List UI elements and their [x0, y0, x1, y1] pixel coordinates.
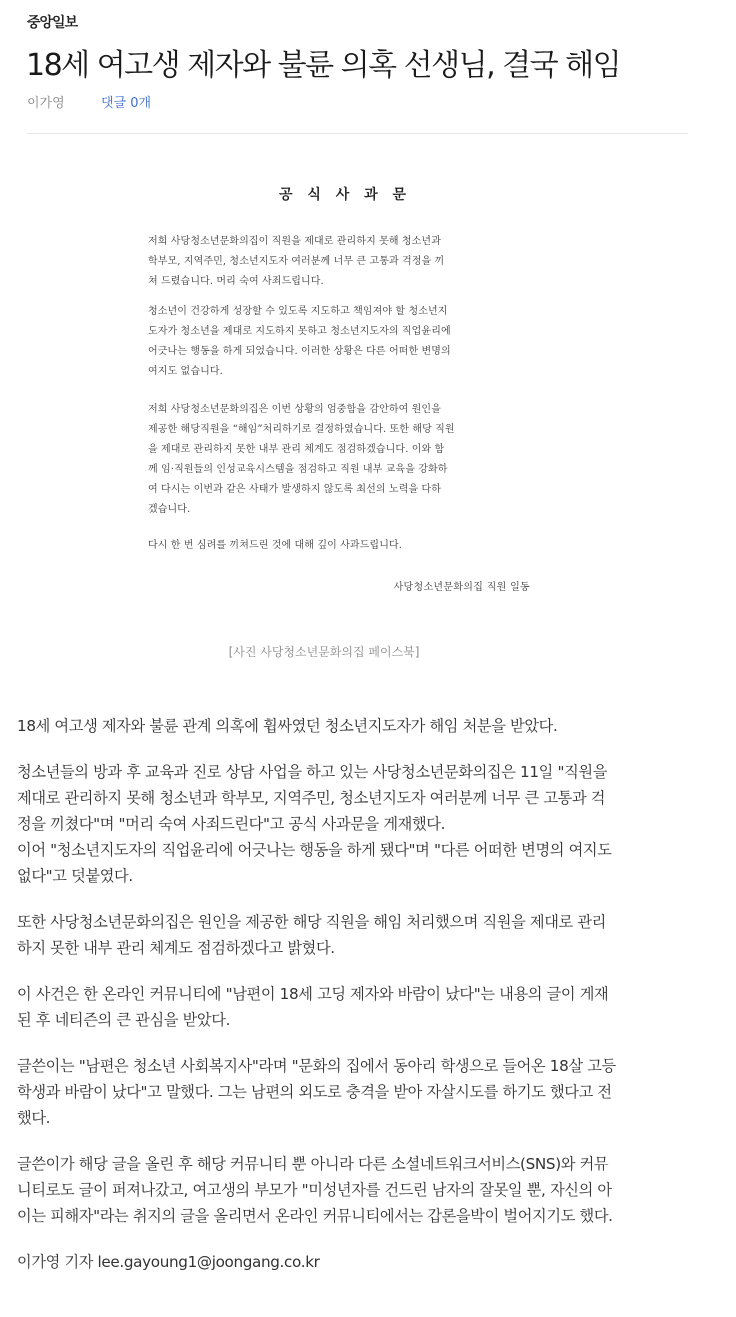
photo-caption: [사진 사당청소년문화의집 페이스북] — [228, 645, 420, 659]
notice-signature: 사당청소년문화의집 직원 일동 — [393, 582, 530, 593]
notice-paragraph: 다시 한 번 심려를 끼쳐드린 것에 대해 깊이 사과드립니다. — [148, 540, 402, 551]
notice-paragraph: 청소년이 건강하게 성장할 수 있도록 지도하고 책임져야 할 청소년지 도자가 청소년을 제대로 지도하지 못하고 청소년지도자의 직업윤리에 어긋나는 행동을 하게 되었습니다. 이러한 상황은 다른 어떠한 변명의 여지도 없습니다. — [148, 306, 451, 377]
notice-title: 공 식 사 과 문 — [278, 187, 412, 203]
article-paragraph: 글쓴이는 "남편은 청소년 사회복지사"라며 "문화의 집에서 동아리 학생으로 들어온 18살 고등 학생과 바람이 났다"고 말했다. 그는 남편의 외도로 충격을 받아 자살시도를 하기도 했다고 전 했다. — [17, 1057, 616, 1127]
author-name: 이가영 — [27, 96, 65, 111]
comments-link[interactable]: 댓글 0개 — [101, 96, 152, 111]
brand-logo[interactable]: 중앙일보 — [27, 15, 78, 31]
article-paragraph: 18세 여고생 제자와 불륜 관계 의혹에 휩싸였던 청소년지도자가 해임 처분을 받았다. — [17, 717, 558, 735]
article-body — [17, 713, 717, 1295]
article-paragraph: 글쓴이가 해당 글을 올린 후 해당 커뮤니티 뿐 아니라 다른 소셜네트워크서비스(SNS)와 커뮤 니티로도 글이 퍼져나갔고, 여고생의 부모가 "미성년자를 건드린 남자의 잘못일 뿐, 자신의 아 이는 피해자"라는 취지의 글을 올리면서 온라인 커뮤니티에서는 갑론을박이 벌어지기도 했다. — [17, 1155, 613, 1225]
article-paragraph: 또한 사당청소년문화의집은 원인을 제공한 해당 직원을 해임 처리했으며 직원을 제대로 관리 하지 못한 내부 관리 체계도 점검하겠다고 밝혔다. — [17, 913, 606, 957]
notice-paragraph: 저희 사당청소년문화의집은 이번 상황의 엄중함을 감안하여 원인을 제공한 해당직원을 “해임”처리하기로 결정하였습니다. 또한 해당 직원 을 제대로 관리하지 못한 내부 관리 체계도 점검하겠습니다. 이와 함 께 임·직원들의 인성교육시스템을 점검하고 직원 내부 교육을 강화하 여 다시는 이번과 같은 사태가 발생하지 않도록 최선의 노력을 다하 겠습니다. — [148, 404, 455, 515]
photo-caption-row — [0, 643, 736, 660]
reporter-byline: 이가영 기자 lee.gayoung1@joongang.co.kr — [17, 1253, 320, 1271]
article-paragraph: 청소년들의 방과 후 교육과 진로 상담 사업을 하고 있는 사당청소년문화의집은 11일 "직원을 제대로 관리하지 못해 청소년과 학부모, 지역주민, 청소년지도자 여러분께 너무 큰 고통과 걱 정을 끼쳤다"며 "머리 숙여 사죄드린다"고 공식 사과문을 게재했다. 이어 "청소년지도자의 직업윤리에 어긋나는 행동을 하게 됐다"며 "다른 어떠한 변명의 여지도 없다"고 덧붙였다. — [17, 763, 612, 885]
article-headline: 18세 여고생 제자와 불륜 의혹 선생님, 결국 해임 — [26, 48, 621, 83]
article-paragraph: 이 사건은 한 온라인 커뮤니티에 "남편이 18세 고딩 제자와 바람이 났다"는 내용의 글이 게재 된 후 네티즌의 큰 관심을 받았다. — [17, 985, 609, 1029]
notice-paragraph: 저희 사당청소년문화의집이 직원을 제대로 관리하지 못해 청소년과 학부모, 지역주민, 청소년지도자 여러분께 너무 큰 고통과 걱정을 끼 쳐 드렸습니다. 머리 숙여 사죄드립니다. — [148, 236, 445, 287]
header-divider — [27, 133, 688, 134]
apology-notice-image — [140, 168, 550, 628]
